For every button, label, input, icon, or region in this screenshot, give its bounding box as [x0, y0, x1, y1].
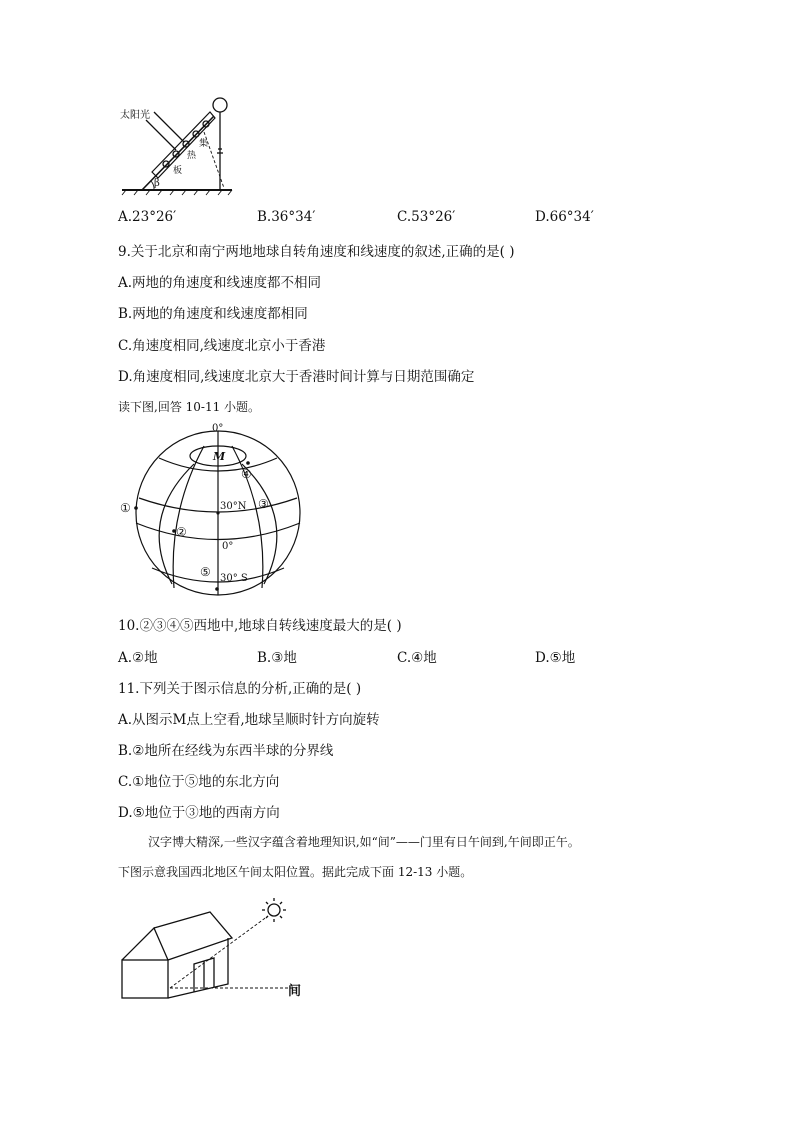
- q9-option-a[interactable]: A.两地的角速度和线速度都不相同: [118, 275, 322, 291]
- sunlight-label: 太阳光: [120, 110, 150, 121]
- globe-point-5: ⑤: [200, 565, 211, 579]
- q10-option-c[interactable]: C.④地: [397, 650, 437, 666]
- q10-option-d[interactable]: D.⑤地: [535, 650, 576, 666]
- panel-char-3: 板: [173, 166, 183, 176]
- globe-label-equator: 0°: [222, 541, 234, 552]
- q10-option-b[interactable]: B.③地: [257, 650, 297, 666]
- intro-10-11: 读下图,回答 10-11 小题。: [118, 400, 261, 414]
- q11-option-d[interactable]: D.⑤地位于③地的西南方向: [118, 805, 280, 821]
- globe-label-m: M: [213, 450, 226, 463]
- q10-stem: 10.②③④⑤西地中,地球自转线速度最大的是( ): [118, 618, 402, 634]
- globe-point-2: ②: [176, 525, 187, 539]
- passage-line-2: 下图示意我国西北地区午间太阳位置。据此完成下面 12-13 小题。: [118, 865, 473, 879]
- q9-stem: 9.关于北京和南宁两地地球自转角速度和线速度的叙述,正确的是( ): [118, 244, 515, 260]
- globe-point-4: ④: [241, 467, 252, 481]
- panel-char-2: 热: [187, 151, 197, 161]
- q9-option-c[interactable]: C.角速度相同,线速度北京小于香港: [118, 338, 326, 354]
- q8-option-a[interactable]: A.23°26′: [118, 209, 177, 225]
- jian-label: 间: [288, 984, 302, 999]
- q8-option-b[interactable]: B.36°34′: [257, 209, 316, 225]
- house-sun-figure: [118, 894, 308, 1004]
- q11-stem: 11.下列关于图示信息的分析,正确的是( ): [118, 681, 362, 697]
- q9-option-b[interactable]: B.两地的角速度和线速度都相同: [118, 306, 308, 322]
- q11-option-c[interactable]: C.①地位于⑤地的东北方向: [118, 774, 280, 790]
- q10-option-a[interactable]: A.②地: [118, 650, 158, 666]
- globe-label-30s: 30° S: [220, 573, 248, 584]
- solar-panel-figure: [118, 94, 238, 198]
- panel-char-1: 集: [199, 139, 209, 149]
- q11-option-a[interactable]: A.从图示M点上空看,地球呈顺时针方向旋转: [118, 712, 380, 728]
- q9-option-d[interactable]: D.角速度相同,线速度北京大于香港时间计算与日期范围确定: [118, 369, 475, 385]
- globe-label-top-0: 0°: [212, 423, 224, 434]
- globe-label-30n: 30°N: [220, 501, 247, 512]
- angle-beta-label: β: [154, 178, 160, 189]
- globe-point-3: ③: [258, 497, 269, 511]
- q8-option-d[interactable]: D.66°34′: [535, 209, 594, 225]
- globe-figure: [118, 418, 308, 610]
- globe-point-1: ①: [120, 501, 131, 515]
- q11-option-b[interactable]: B.②地所在经线为东西半球的分界线: [118, 743, 334, 759]
- passage-line-1: 汉字博大精深,一些汉字蕴含着地理知识,如“间”——门里有日午间到,午间即正午。: [148, 835, 580, 849]
- q8-option-c[interactable]: C.53°26′: [397, 209, 456, 225]
